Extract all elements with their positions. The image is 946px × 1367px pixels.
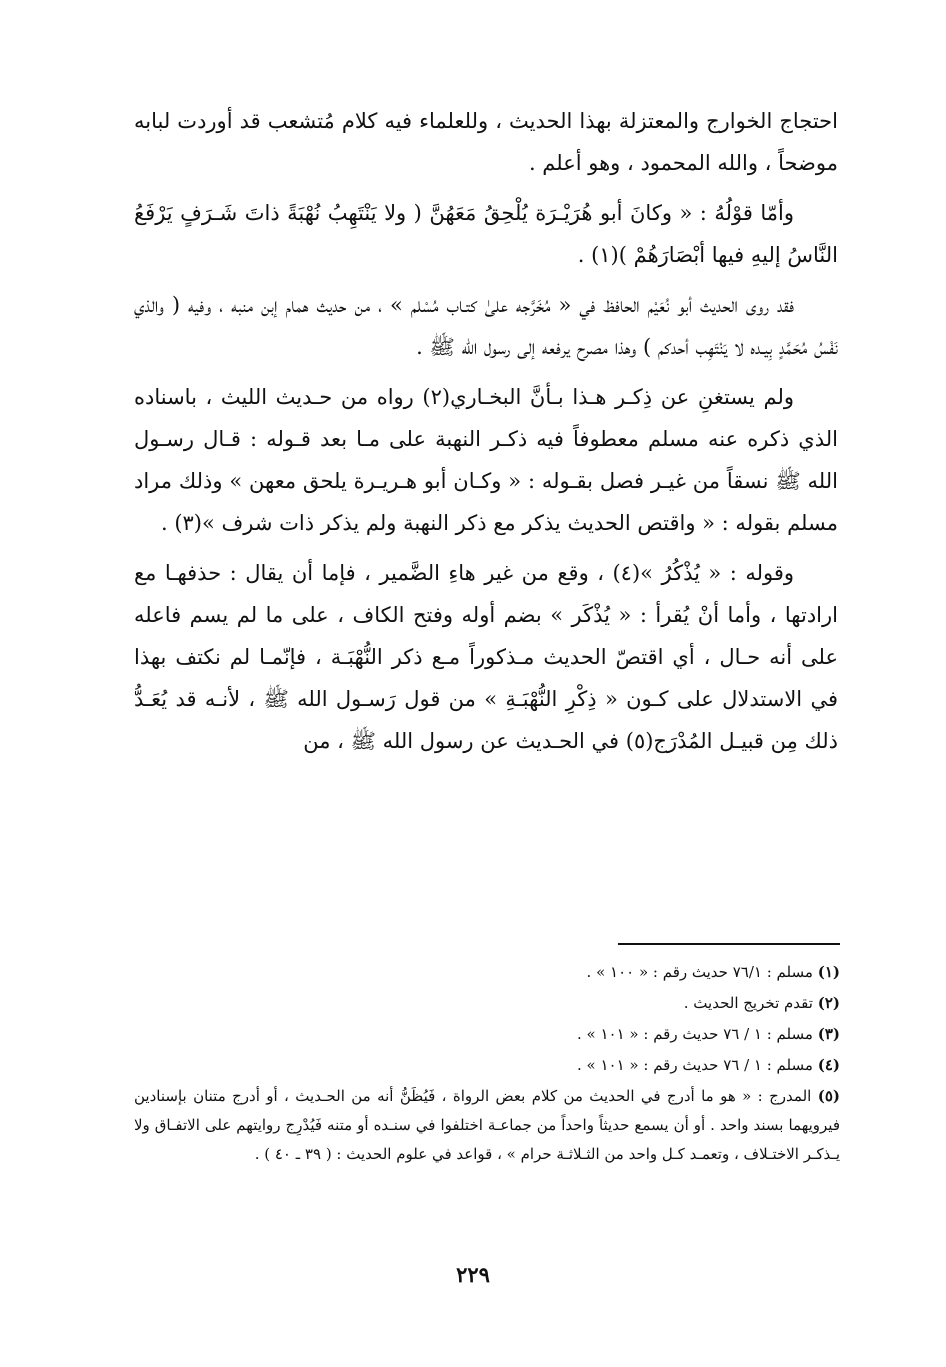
paragraph-4: ولم يستغنِ عن ذِكـر هـذا بـأنَّ البخـاري(٢) رواه من حـديث الليث ، باسناده الذي ذكره عنه مسلم معطوفاً فيه ذكـر النهبة على مـا بعد قـوله : قـال رسـول الله ﷺ نسقاً من غيـر فصل بقـوله : « وكـان أبو هـريـرة يلحق معهن » وذلك مراد مسلم بقوله : « واقتص الحديث يذكر مع ذكر النهبة ولم يذكر ذات شرف »(٣) . (134, 385, 838, 535)
footnote-text: المدرج : « هو ما أدرج في الحديث من كلام بعض الرواة ، فَيُظَنُّ أنه من الحـديث ، أو أدرج متنان بإسنادين فيرويهما بسند واحد . أو أن يسمع حديثاً واحداً من جماعـة اختلفوا في سنـده أو متنه فَيُدْرِج روايتهم على الاتفـاق ولا يـذكـر الاختـلاف ، وتعمـد كـل واحد من الثـلاثـة حرام » ، قواعد في علوم الحديث : ( ٣٩ ـ ٤٠ ) . (134, 1087, 840, 1163)
footnote (134, 1082, 840, 1169)
footnote-text: مسلم : ٧٦/١ حديث رقم : « ١٠٠ » . (586, 963, 813, 981)
footnotes (134, 958, 840, 1169)
footnote-number: (٤) (817, 1056, 840, 1074)
paragraph-2: وأمّا قوْلُهُ : « وكانَ أبو هُرَيْـرَة يُلْحِقُ مَعَهُنَّ ( ولا يَنْتَهِبُ نُهْبَةً ذاتَ شَـرَفٍ يَرْفَعُ النَّاسُ إليهِ فيها أبْصَارَهُمْ )(١) . (134, 201, 838, 267)
footnote-number: (٣) (817, 1025, 840, 1043)
page-number: ٢٢٩ (456, 1262, 490, 1287)
paragraph-3: فقد روى الحديث أبو نُعَيْم الحافظ في « مُخَرَّجه علىٰ كتـاب مُسْلم » ، من حديث همام إبن منبه ، وفيه ( والذي نَفْسُ مُحَمَّدٍ بِيـده لا يَنْتَهِب أحدكم ) وهذا مصرح يرفعه إلى رسول الله ﷺ . (134, 293, 838, 359)
footnote-number: (٢) (817, 994, 840, 1012)
main-text (134, 100, 838, 762)
footnote-number: (١) (817, 963, 840, 981)
footnote-text: تقدم تخريج الحديث . (683, 994, 813, 1012)
footnote (134, 989, 840, 1018)
footnote-text: مسلم : ١ / ٧٦ حديث رقم : « ١٠١ » . (577, 1025, 813, 1043)
footnote (134, 1020, 840, 1049)
footnote-separator (618, 943, 840, 945)
footnote-text: مسلم : ١ / ٧٦ حديث رقم : « ١٠١ » . (577, 1056, 813, 1074)
footnote-number: (٥) (817, 1087, 840, 1105)
footnote (134, 958, 840, 987)
paragraph-1: احتجاج الخوارج والمعتزلة بهذا الحديث ، وللعلماء فيه كلام مُتشعب قد أوردت لبابه موضحاً ، والله المحمود ، وهو أعلم . (134, 109, 838, 175)
paragraph-5: وقوله : « يُذْكُرُ »(٤) ، وقع من غير هاءِ الضَّمير ، فإما أن يقال : حذفهـا مع ارادتها ، وأما أنْ يُقرأ : « يُذْكَر » بضم أوله وفتح الكاف ، على ما لم يسم فاعله على أنه حـال ، أي اقتصّ الحديث مـذكوراً مـع ذكر النُّهْبَـة ، فإنّمـا لم نكتف بهذا في الاستدلال على كـون « ذِكْرِ النُّهْبَـةِ » من قول رَسـول الله ﷺ ، لأنـه قد يُعَـدُّ ذلك مِن قبيـل المُدْرَج(٥) في الحـديث عن رسول الله ﷺ ، من (134, 561, 838, 753)
footnote (134, 1051, 840, 1080)
